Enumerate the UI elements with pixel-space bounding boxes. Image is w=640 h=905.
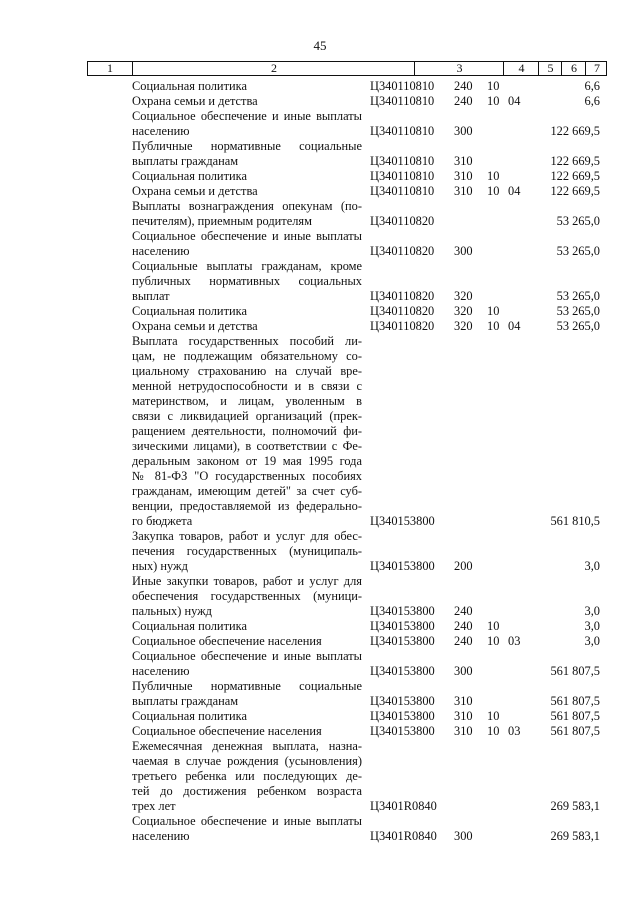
expense-type: 310: [454, 709, 473, 723]
description-line: Социальное обеспечение и иные выплаты: [132, 109, 362, 123]
section: 10: [487, 619, 500, 633]
row-description: [132, 184, 362, 199]
table-row: [0, 229, 640, 259]
table-row: [0, 259, 640, 304]
expense-type: 310: [454, 169, 473, 183]
section: 10: [487, 184, 500, 198]
target-article-code: Ц3401R0840: [370, 799, 437, 813]
amount: 122 669,5: [550, 184, 600, 198]
description-line: ных) нужд: [132, 559, 188, 573]
target-article-code: Ц340153800: [370, 664, 435, 678]
description-line: выплат: [132, 289, 170, 303]
description-line: Социальное обеспечение и иные выплаты: [132, 229, 362, 243]
table-row: [0, 814, 640, 844]
section: 10: [487, 94, 500, 108]
target-article-code: Ц340153800: [370, 634, 435, 648]
description-line: выплаты гражданам: [132, 694, 239, 708]
section: 10: [487, 169, 500, 183]
description-line: публичных нормативных социальных: [132, 274, 362, 288]
header-col-2: 2: [132, 62, 415, 75]
target-article-code: Ц340110810: [370, 124, 435, 138]
table-row: [0, 634, 640, 649]
row-description: [132, 574, 362, 619]
subsection: 04: [508, 184, 521, 198]
amount: 561 807,5: [550, 709, 600, 723]
description-line: трех лет: [132, 799, 176, 813]
target-article-code: Ц340110820: [370, 244, 435, 258]
expense-type: 240: [454, 634, 473, 648]
description-line: Социальное обеспечение и иные выплаты: [132, 814, 362, 828]
subsection: 04: [508, 94, 521, 108]
amount: 6,6: [584, 94, 600, 108]
description-line: венции, предоставляемой из федерально-: [132, 499, 362, 513]
description-line: зическими лицами), в соответствии с Фе-: [132, 439, 362, 453]
description-line: деральным законом от 19 мая 1995 года: [132, 454, 362, 468]
target-article-code: Ц340110810: [370, 94, 435, 108]
expense-type: 320: [454, 304, 473, 318]
description-line: Ежемесячная денежная выплата, назна-: [132, 739, 362, 753]
page-number: 45: [313, 38, 327, 53]
description-line: Социальная политика: [132, 169, 247, 183]
table-row: [0, 94, 640, 109]
amount: 3,0: [584, 559, 600, 573]
row-description: [132, 169, 362, 184]
table-row: [0, 724, 640, 739]
expense-type: 240: [454, 94, 473, 108]
row-description: [132, 109, 362, 139]
amount: 3,0: [584, 604, 600, 618]
row-description: [132, 319, 362, 334]
description-line: Выплата государственных пособий ли-: [132, 334, 362, 348]
subsection: 04: [508, 319, 521, 333]
section: 10: [487, 709, 500, 723]
row-description: [132, 739, 362, 814]
expense-type: 240: [454, 619, 473, 633]
amount: 122 669,5: [550, 169, 600, 183]
description-line: выплаты гражданам: [132, 154, 239, 168]
subsection: 03: [508, 724, 521, 738]
description-line: Охрана семьи и детства: [132, 184, 258, 198]
section: 10: [487, 304, 500, 318]
table-row: [0, 709, 640, 724]
row-description: [132, 259, 362, 304]
row-description: [132, 79, 362, 94]
section: 10: [487, 724, 500, 738]
row-description: [132, 619, 362, 634]
amount: 561 807,5: [550, 724, 600, 738]
amount: 269 583,1: [550, 829, 600, 843]
amount: 561 810,5: [550, 514, 600, 528]
expense-type: 300: [454, 664, 473, 678]
amount: 53 265,0: [556, 289, 600, 303]
description-line: населению: [132, 244, 190, 258]
row-description: [132, 139, 362, 169]
description-line: печителям), приемным родителям: [132, 214, 312, 228]
header-col-1: 1: [107, 61, 113, 75]
target-article-code: Ц340153800: [370, 709, 435, 723]
row-description: [132, 94, 362, 109]
amount: 53 265,0: [556, 214, 600, 228]
target-article-code: Ц340153800: [370, 724, 435, 738]
amount: 561 807,5: [550, 664, 600, 678]
description-line: чаемая в случае рождения (усыновления): [132, 754, 362, 768]
target-article-code: Ц340110820: [370, 304, 435, 318]
expense-type: 200: [454, 559, 473, 573]
target-article-code: Ц340153800: [370, 619, 435, 633]
description-line: го бюджета: [132, 514, 193, 528]
table-row: [0, 169, 640, 184]
description-line: Охрана семьи и детства: [132, 319, 258, 333]
table-row: [0, 739, 640, 814]
table-row: [0, 319, 640, 334]
description-line: Социальное обеспечение и иные выплаты: [132, 649, 362, 663]
amount: 122 669,5: [550, 154, 600, 168]
amount: 3,0: [584, 634, 600, 648]
subsection: 03: [508, 634, 521, 648]
table-row: [0, 679, 640, 709]
target-article-code: Ц340110810: [370, 79, 435, 93]
description-line: населению: [132, 124, 190, 138]
target-article-code: Ц3401R0840: [370, 829, 437, 843]
target-article-code: Ц340153800: [370, 514, 435, 528]
description-line: Социальные выплаты гражданам, кроме: [132, 259, 362, 273]
description-line: Социальное обеспечение населения: [132, 724, 322, 738]
target-article-code: Ц340153800: [370, 604, 435, 618]
expense-type: 310: [454, 154, 473, 168]
header-col-4: 4: [503, 62, 539, 75]
target-article-code: Ц340110820: [370, 214, 435, 228]
row-description: [132, 634, 362, 649]
expense-type: 310: [454, 724, 473, 738]
header-col-6: 6: [561, 62, 586, 75]
section: 10: [487, 634, 500, 648]
description-line: Социальное обеспечение населения: [132, 634, 322, 648]
row-description: [132, 199, 362, 229]
table-row: [0, 304, 640, 319]
expense-type: 300: [454, 124, 473, 138]
description-line: тей до достижения ребенком возраста: [132, 784, 362, 798]
description-line: № 81-ФЗ "О государственных пособиях: [132, 469, 362, 483]
row-description: [132, 229, 362, 259]
description-line: связи с ликвидацией организаций (прек-: [132, 409, 362, 423]
row-description: [132, 529, 362, 574]
table-header: [87, 61, 607, 76]
description-line: Публичные нормативные социальные: [132, 139, 362, 153]
description-line: Социальная политика: [132, 709, 247, 723]
description-line: Социальная политика: [132, 79, 247, 93]
expense-type: 300: [454, 829, 473, 843]
description-line: менной нетрудоспособности и в связи с: [132, 379, 362, 393]
description-line: ращением деятельности, полномочий фи-: [132, 424, 362, 438]
table-row: [0, 529, 640, 574]
description-line: Иные закупки товаров, работ и услуг для: [132, 574, 362, 588]
row-description: [132, 709, 362, 724]
description-line: печения государственных (муниципаль-: [132, 544, 362, 558]
description-line: населению: [132, 829, 190, 843]
description-line: Публичные нормативные социальные: [132, 679, 362, 693]
header-col-5: 5: [538, 62, 562, 75]
description-line: пальных) нужд: [132, 604, 212, 618]
target-article-code: Ц340110810: [370, 184, 435, 198]
table-row: [0, 139, 640, 169]
expense-type: 320: [454, 289, 473, 303]
section: 10: [487, 319, 500, 333]
description-line: Охрана семьи и детства: [132, 94, 258, 108]
row-description: [132, 814, 362, 844]
amount: 53 265,0: [556, 244, 600, 258]
description-line: обеспечения государственных (муници-: [132, 589, 362, 603]
description-line: циальному страхованию на случай вре-: [132, 364, 362, 378]
target-article-code: Ц340110820: [370, 289, 435, 303]
target-article-code: Ц340110810: [370, 169, 435, 183]
description-line: Выплаты вознаграждения опекунам (по-: [132, 199, 362, 213]
description-line: гражданам, имеющим детей" за счет суб-: [132, 484, 362, 498]
row-description: [132, 724, 362, 739]
header-col-3: 3: [414, 62, 504, 75]
amount: 6,6: [584, 79, 600, 93]
amount: 53 265,0: [556, 304, 600, 318]
amount: 53 265,0: [556, 319, 600, 333]
description-line: населению: [132, 664, 190, 678]
table-row: [0, 109, 640, 139]
table-row: [0, 79, 640, 94]
expense-type: 300: [454, 244, 473, 258]
expense-type: 310: [454, 694, 473, 708]
header-col-7: 7: [585, 62, 608, 75]
row-description: [132, 304, 362, 319]
amount: 561 807,5: [550, 694, 600, 708]
description-line: Социальная политика: [132, 619, 247, 633]
table-row: [0, 334, 640, 529]
expense-type: 320: [454, 319, 473, 333]
amount: 122 669,5: [550, 124, 600, 138]
table-body: [0, 79, 640, 844]
target-article-code: Ц340153800: [370, 694, 435, 708]
table-row: [0, 574, 640, 619]
section: 10: [487, 79, 500, 93]
target-article-code: Ц340153800: [370, 559, 435, 573]
table-row: [0, 199, 640, 229]
row-description: [132, 334, 362, 529]
target-article-code: Ц340110810: [370, 154, 435, 168]
description-line: материнством, и лицам, уволенным в: [132, 394, 362, 408]
table-row: [0, 619, 640, 634]
amount: 3,0: [584, 619, 600, 633]
description-line: Закупка товаров, работ и услуг для обес-: [132, 529, 362, 543]
expense-type: 240: [454, 604, 473, 618]
description-line: третьего ребенка или последующих де-: [132, 769, 362, 783]
description-line: цам, не подлежащим обязательному со-: [132, 349, 362, 363]
table-row: [0, 184, 640, 199]
target-article-code: Ц340110820: [370, 319, 435, 333]
table-row: [0, 649, 640, 679]
amount: 269 583,1: [550, 799, 600, 813]
row-description: [132, 649, 362, 679]
expense-type: 240: [454, 79, 473, 93]
row-description: [132, 679, 362, 709]
expense-type: 310: [454, 184, 473, 198]
description-line: Социальная политика: [132, 304, 247, 318]
